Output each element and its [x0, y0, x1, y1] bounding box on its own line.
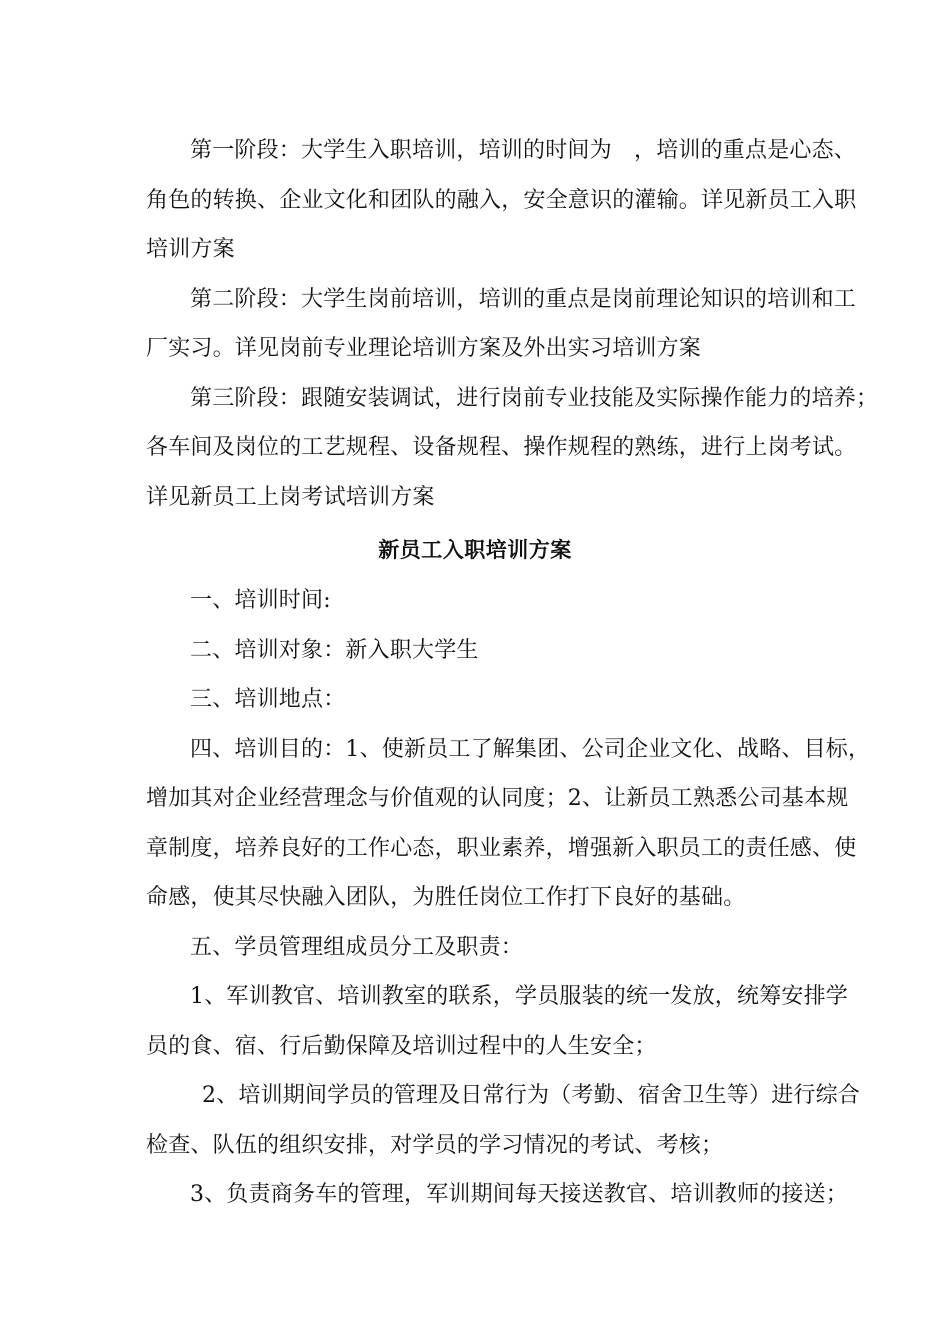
text-line: 厂实习。详见岗前专业理论培训方案及外出实习培训方案 — [146, 336, 702, 361]
duty-three-paragraph — [146, 1170, 866, 1220]
text-line: 第二阶段：大学生岗前培训，培训的重点是岗前理论知识的培训和工 — [190, 286, 857, 312]
section-title: 新员工入职培训方案 — [378, 538, 572, 562]
phase-one-paragraph — [146, 126, 866, 275]
text-line: 四、培训目的：1、使新员工了解集团、公司企业文化、战略、目标， — [190, 736, 871, 762]
text-line: 一、培训时间: — [190, 588, 331, 613]
text-line: 2、培训期间学员的管理及日常行为（考勤、宿舍卫生等）进行综合 — [202, 1083, 860, 1108]
text-line: 3、负责商务车的管理，军训期间每天接送教官、培训教师的接送； — [190, 1182, 848, 1207]
text-line: 命感，使其尽快融入团队，为胜任岗位工作打下良好的基础。 — [146, 885, 746, 910]
text-line: 五、学员管理组成员分工及职责： — [190, 934, 524, 960]
text-line: 详见新员工上岗考试培训方案 — [146, 484, 435, 510]
training-time-item — [146, 576, 866, 626]
text-line: 员的食、宿、行后勤保障及培训过程中的人生安全； — [146, 1033, 657, 1059]
text-line: 三、培训地点： — [190, 687, 346, 712]
phase-two-paragraph — [146, 275, 866, 374]
text-line: 1、军训教官、培训教室的联系，学员服装的统一发放，统筹安排学 — [190, 984, 848, 1009]
text-line: 角色的转换、企业文化和团队的融入，安全意识的灌输。详见新员工入职 — [146, 187, 857, 213]
phase-three-paragraph — [146, 374, 879, 523]
text-line: 检查、队伍的组织安排，对学员的学习情况的考试、考核； — [146, 1132, 724, 1158]
training-target-item — [146, 626, 866, 676]
training-location-item — [146, 675, 866, 725]
text-line: 章制度，培养良好的工作心态，职业素养，增强新入职员工的责任感、使 — [146, 835, 857, 861]
text-line: 培训方案 — [146, 237, 235, 262]
duty-one-paragraph — [146, 972, 866, 1071]
text-line: 增加其对企业经营理念与价值观的认同度；2、让新员工熟悉公司基本规 — [146, 786, 849, 811]
text-line: 第一阶段：大学生入职培训，培训的时间为 ，培训的重点是心态、 — [190, 138, 857, 163]
training-phases-section — [146, 126, 879, 522]
training-purpose-item — [146, 725, 871, 923]
onboarding-plan-section — [146, 576, 871, 1220]
text-line: 第三阶段：跟随安装调试，进行岗前专业技能及实际操作能力的培养； — [190, 385, 879, 411]
duty-two-paragraph — [146, 1071, 866, 1170]
management-team-item — [146, 923, 866, 973]
text-line: 二、培训对象：新入职大学生 — [190, 637, 479, 663]
text-line: 各车间及岗位的工艺规程、设备规程、操作规程的熟练，进行上岗考试。 — [146, 435, 857, 460]
